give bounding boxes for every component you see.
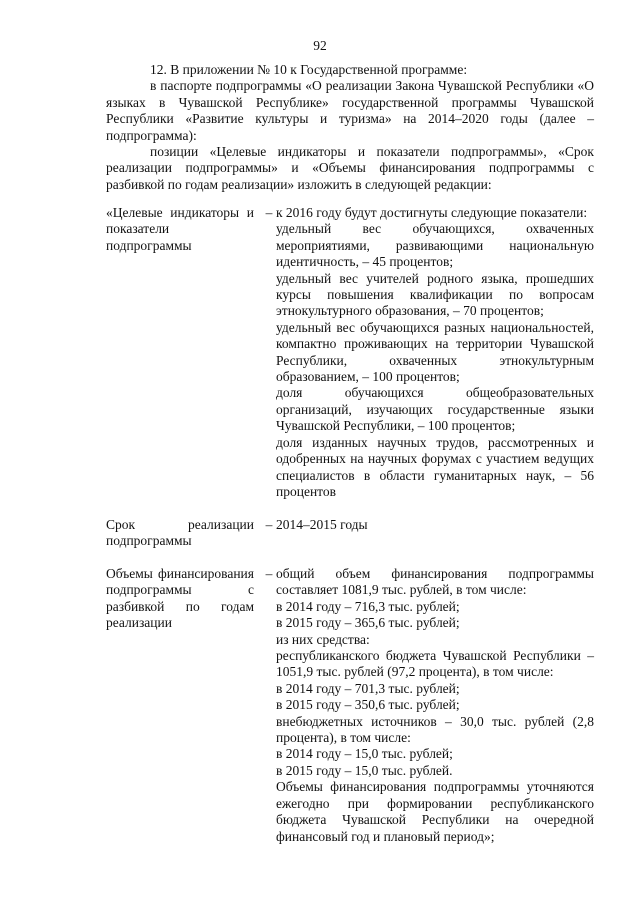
intro-paragraph: позиции «Целевые индикаторы и показатели подпрограммы», «Срок реализации подпрограммы» и «Объемы финансирования подпрограммы с разбивкой по годам реализации» изложить в следующей редакции: bbox=[106, 144, 594, 192]
row-line: общий объем финансирования подпрограммы составляет 1081,9 тыс. рублей, в том числе: bbox=[276, 566, 594, 598]
row-content bbox=[276, 517, 594, 533]
row-label: «Целевые индикаторы и показатели подпрограммы bbox=[106, 205, 254, 253]
row-line: Объемы финансирования подпрограммы уточняются ежегодно при формировании республиканского бюджета Чувашской Республики на очередной финансовый год и плановый период»; bbox=[276, 779, 594, 844]
row-label: Срок реализации подпрограммы bbox=[106, 517, 254, 549]
intro-paragraph: в паспорте подпрограммы «О реализации Закона Чувашской Республики «О языках в Чувашской Республике» государственной программы Чувашской Республики «Развитие культуры и туризма» на 2014–2020 годы (далее – подпрограмма): bbox=[106, 78, 594, 143]
row-line: в 2015 году – 365,6 тыс. рублей; bbox=[276, 615, 460, 631]
intro-text bbox=[106, 62, 594, 193]
row-line: удельный вес обучающихся разных национальностей, компактно проживающих на территории Чувашской Республики, охваченных этнокультурным образованием, – 100 процентов; bbox=[276, 319, 594, 385]
row-line: в 2014 году – 716,3 тыс. рублей; bbox=[276, 598, 460, 614]
row-line: к 2016 году будут достигнуты следующие показатели: bbox=[276, 205, 588, 220]
intro-paragraph: 12. В приложении № 10 к Государственной программе: bbox=[150, 62, 468, 77]
page-number: 92 bbox=[313, 38, 327, 53]
row-line: внебюджетных источников – 30,0 тыс. рублей (2,8 процента), в том числе: bbox=[276, 713, 594, 746]
row-content bbox=[276, 205, 594, 500]
row-line: в 2014 году – 701,3 тыс. рублей; bbox=[276, 680, 460, 696]
row-line: удельный вес учителей родного языка, прошедших курсы повышения квалификации по вопросам этнокультурного образования, – 70 процентов; bbox=[276, 270, 594, 319]
row-line: 2014–2015 годы bbox=[276, 517, 368, 532]
row-line: в 2014 году – 15,0 тыс. рублей; bbox=[276, 746, 453, 762]
row-line: доля изданных научных трудов, рассмотренных и одобренных на научных форумах с участием ведущих специалистов в области гуманитарных наук, – 56 процентов bbox=[276, 434, 594, 499]
row-content bbox=[276, 566, 594, 845]
row-dash: – bbox=[265, 517, 273, 532]
row-line: республиканского бюджета Чувашской Республики – 1051,9 тыс. рублей (97,2 процента), в том числе: bbox=[276, 648, 594, 680]
row-line: доля обучающихся общеобразовательных организаций, изучающих государственные языки Чувашской Республики, – 100 процентов; bbox=[276, 385, 594, 434]
row-dash: – bbox=[265, 205, 273, 220]
row-dash: – bbox=[265, 566, 273, 581]
row-line: удельный вес обучающихся, охваченных мероприятиями, развивающими национальную идентичность, – 45 процентов; bbox=[276, 221, 594, 270]
row-label: Объемы финансирования подпрограммы с разбивкой по годам реализации bbox=[106, 566, 254, 631]
row-line: в 2015 году – 350,6 тыс. рублей; bbox=[276, 697, 460, 713]
row-line: из них средства: bbox=[276, 631, 370, 647]
row-line: в 2015 году – 15,0 тыс. рублей. bbox=[276, 762, 453, 778]
